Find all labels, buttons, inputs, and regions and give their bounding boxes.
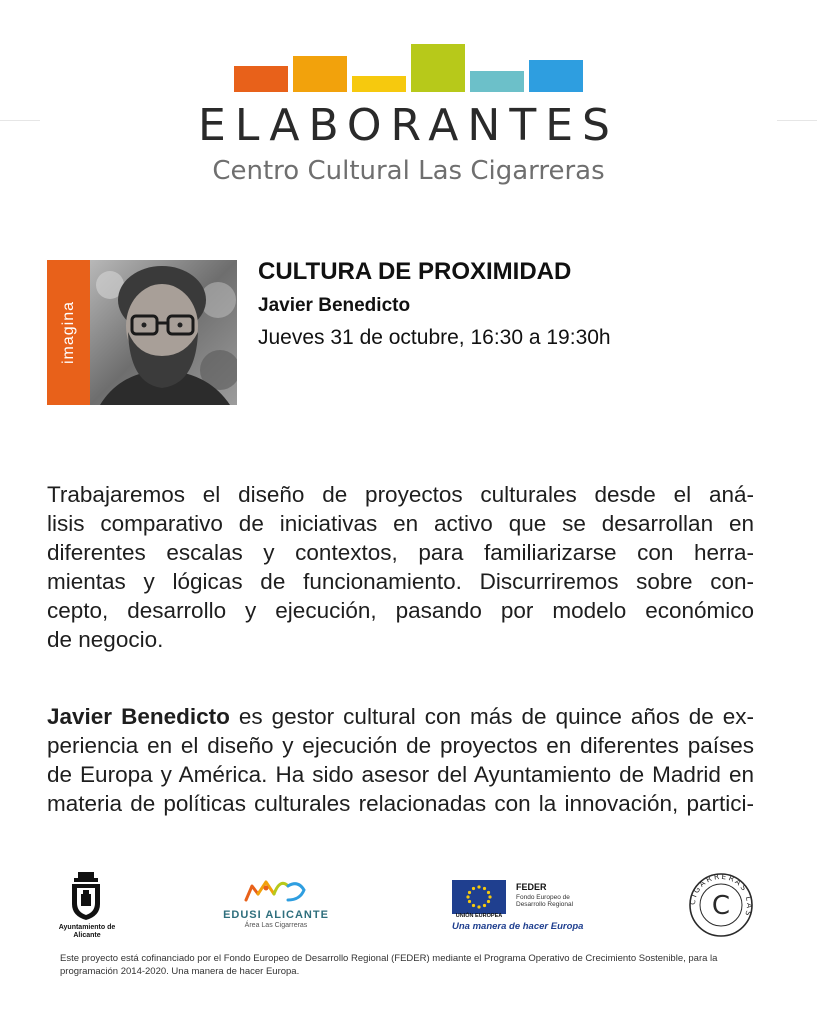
event-title: CULTURA DE PROXIMIDAD <box>258 258 572 285</box>
logo-bar <box>293 56 347 92</box>
edusi-logo-icon <box>242 876 310 906</box>
feder-subtitle-line: Fondo Europeo de <box>516 894 570 901</box>
description-line: Trabajaremos el diseño de proyectos culturales desde el aná- <box>47 482 754 507</box>
event-date: Jueves 31 de octubre, 16:30 a 19:30h <box>258 326 611 349</box>
disclaimer-line: programación 2014-2020. Una manera de hacer Europa. <box>60 966 300 977</box>
seal-letter: C <box>711 891 731 921</box>
feder-subtitle-line: Desarrollo Regional <box>516 901 574 908</box>
description-line: cepto, desarrollo y ejecución, pasando por modelo económico <box>47 598 754 623</box>
brand-title: ELABORANTES <box>198 100 619 151</box>
category-tag <box>47 260 90 405</box>
description-line: lisis comparativo de iniciativas en activo que se desarrollan en <box>47 511 754 536</box>
bio-first-line <box>47 702 754 731</box>
logo-bar <box>529 60 583 92</box>
bio-line: de Europa y América. Ha sido asesor del Ayuntamiento de Madrid en <box>47 762 754 787</box>
cofinancing-disclaimer <box>60 952 760 978</box>
logo-bar <box>352 76 406 92</box>
bio-first-line-text: es gestor cultural con más de quince años de ex- <box>229 704 754 729</box>
description-line: mientas y lógicas de funcionamiento. Discurriremos sobre con- <box>47 569 754 594</box>
description-line: de negocio. <box>47 627 164 652</box>
description-paragraph <box>47 480 754 654</box>
category-tag-label: imagina <box>60 300 77 365</box>
edusi-label: EDUSI ALICANTE <box>223 909 329 921</box>
speaker-photo <box>90 260 237 405</box>
seal-ring-text: CIGARRERAS LAS <box>688 872 754 919</box>
edge-rule-right <box>777 120 817 121</box>
bio-line: materia de políticas culturales relacionadas con la innovación, partici- <box>47 791 754 816</box>
feder-subtitle <box>516 894 573 908</box>
disclaimer-line: Este proyecto está cofinanciado por el Fondo Europeo de Desarrollo Regional (FEDER) mediante el Programa Operativo de Crecimiento Sostenible, para la <box>60 953 718 964</box>
las-cigarreras-seal-icon <box>688 872 754 938</box>
feder-motto: Una manera de hacer Europa <box>452 921 584 932</box>
bio-paragraph <box>47 702 754 818</box>
logo-bar <box>234 66 288 92</box>
ayuntamiento-label: Ayuntamiento de Alicante <box>58 924 116 939</box>
eu-flag-icon <box>452 880 506 914</box>
edge-rule-left <box>0 120 40 121</box>
logo-color-bars <box>234 40 586 92</box>
logo-bar <box>411 44 465 92</box>
bio-name: Javier Benedicto <box>47 704 230 729</box>
edusi-sublabel: Área Las Cigarreras <box>244 922 308 929</box>
event-speaker: Javier Benedicto <box>258 295 411 316</box>
eu-label: UNIÓN EUROPEA <box>455 913 503 919</box>
logo-bar <box>470 71 524 92</box>
feder-title: FEDER <box>516 882 547 892</box>
bio-line: periencia en el diseño y ejecución de proyectos en diferentes países <box>47 733 754 758</box>
speaker-portrait-icon <box>90 260 237 405</box>
brand-subtitle: Centro Cultural Las Cigarreras <box>212 156 605 186</box>
ayuntamiento-crest-icon <box>66 872 106 922</box>
description-line: diferentes escalas y contextos, para familiarizarse con herra- <box>47 540 754 565</box>
